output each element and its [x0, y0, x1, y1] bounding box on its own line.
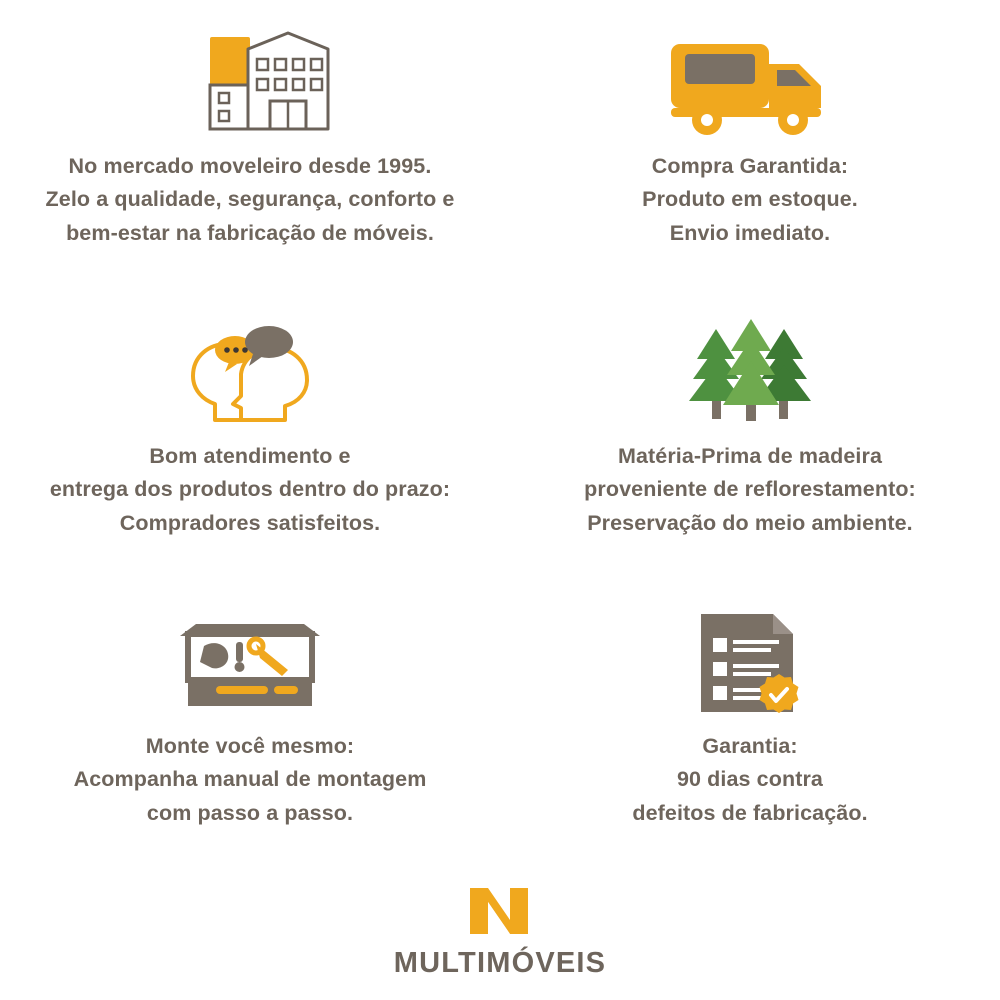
- toolbox-icon: [170, 600, 330, 730]
- caption-line: Preservação do meio ambiente.: [587, 510, 913, 535]
- caption-line: No mercado moveleiro desde 1995.: [68, 154, 432, 178]
- brand-name: MULTIMÓVEIS: [393, 947, 607, 979]
- multimoveis-logo-icon: [464, 886, 536, 941]
- benefit-caption: [74, 730, 427, 830]
- caption-line: proveniente de reflorestamento:: [584, 477, 916, 502]
- brand-footer: [0, 886, 1000, 980]
- benefit-caption: [46, 150, 455, 250]
- caption-line: Zelo a qualidade, segurança, conforto e: [45, 187, 455, 212]
- caption-line: Compra Garantida:: [651, 154, 849, 178]
- caption-line: Compradores satisfeitos.: [119, 510, 381, 535]
- benefit-caption: [50, 440, 450, 540]
- benefit-item-company-history: [0, 20, 500, 310]
- delivery-truck-icon: [663, 20, 838, 150]
- caption-line: 90 dias contra: [676, 767, 823, 792]
- caption-line: Monte você mesmo:: [145, 734, 355, 758]
- benefit-caption: [584, 440, 916, 540]
- caption-line: bem-estar na fabricação de móveis.: [66, 220, 434, 245]
- benefit-item-sustainable-wood: [500, 310, 1000, 600]
- customer-service-icon: [175, 310, 325, 440]
- benefit-item-self-assembly: [0, 600, 500, 890]
- caption-line: Produto em estoque.: [642, 187, 858, 212]
- building-icon: [160, 20, 340, 150]
- caption-line: Garantia:: [702, 734, 798, 758]
- forest-trees-icon: [675, 310, 825, 440]
- benefit-item-customer-service: [0, 310, 500, 600]
- benefit-caption: [642, 150, 858, 250]
- caption-line: com passo a passo.: [146, 800, 354, 825]
- caption-line: Envio imediato.: [669, 220, 831, 245]
- benefit-item-guaranteed-purchase: [500, 20, 1000, 310]
- benefit-item-warranty: [500, 600, 1000, 890]
- caption-line: defeitos de fabricação.: [632, 800, 868, 825]
- warranty-certificate-icon: [685, 600, 815, 730]
- caption-line: entrega dos produtos dentro do prazo:: [49, 477, 451, 502]
- benefit-caption: [632, 730, 867, 830]
- caption-line: Matéria-Prima de madeira: [617, 444, 883, 468]
- caption-line: Bom atendimento e: [149, 444, 351, 468]
- caption-line: Acompanha manual de montagem: [73, 767, 427, 792]
